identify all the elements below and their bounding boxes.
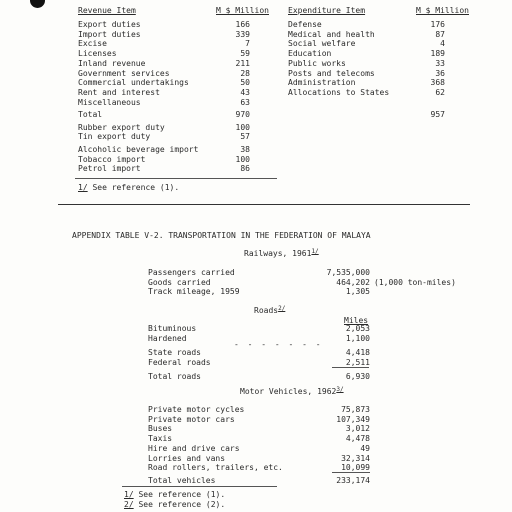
vehicle-row-label: Buses [148,424,173,434]
expenditure-row-label: Social welfare [288,39,356,49]
roads-dash-separator: ‐ ‐ ‐ ‐ ‐ ‐ ‐ [234,340,323,349]
railways-heading: Railways, $1961^{1/}$ [244,248,319,258]
railway-row-value: 7,535,000 [326,268,370,277]
revenue-extra-value: 100 [235,155,250,164]
revenue-col-header: Revenue Item [78,6,136,15]
revenue-row-label: Miscellaneous [78,97,141,107]
vehicle-row-label: Lorries and vans [148,453,226,463]
footnote-rule-bottom [122,486,277,487]
road-type-row-label: Federal roads [148,357,211,367]
road-type-row-label: State roads [148,348,201,357]
revenue-row-value: 59 [240,49,250,59]
revenue-amount-header: M $ Million [216,6,269,15]
vehicle-row-label: Private motor cars [148,414,235,424]
revenue-extra-value: 38 [240,145,250,154]
expenditure-row-label: Administration [288,78,356,88]
revenue-row-label: Licenses [78,49,117,59]
roads-total-rule [332,367,369,368]
railway-row-label: Goods carried [148,277,211,287]
revenue-row-value: 63 [240,97,250,107]
revenue-extra-label: Alcoholic beverage import [78,145,199,154]
vehicle-row-label: Taxis [148,434,173,444]
vehicle-row-label: Road rollers, trailers, etc. [148,463,283,473]
revenue-row-value: 28 [240,68,250,78]
roads-total-value: 6,930 [345,372,370,381]
vehicle-row-value: 75,873 [341,405,370,414]
roads-total-label: Total roads [148,372,201,381]
revenue-row-value: 7 [245,39,250,49]
vehicle-row-value: 32,314 [341,453,370,463]
page-separator [58,204,470,205]
vehicle-row-value: 10,099 [341,463,370,473]
revenue-row-label: Commercial undertakings [78,78,189,88]
revenue-extra-value: 57 [240,132,250,141]
revenue-row-label: Rent and interest [78,87,160,97]
revenue-row-value: 50 [240,78,250,88]
revenue-extra-label: Tin export duty [78,132,151,141]
revenue-row-value: 43 [240,87,250,97]
road-surface-row-value: 1,100 [345,333,370,343]
revenue-extra-label: Rubber export duty [78,123,165,132]
expenditure-row-label: Posts and telecoms [288,68,375,78]
expenditure-total-value: 957 [430,110,445,119]
footnote-bottom: 2/ See reference (2). [124,500,226,509]
vehicle-row-label: Private motor cycles [148,405,245,414]
footnote-top: 1/ See reference (1). [78,183,180,192]
road-type-row-value: 4,418 [345,348,370,357]
revenue-extra-value: 100 [235,123,250,132]
vehicles-heading: Motor Vehicles, $1962^{3/}$ [240,386,344,396]
expenditure-row-label: Defense [288,20,322,29]
expenditure-row-value: 176 [430,20,445,29]
railway-row-value: 464,202 [336,277,370,287]
expenditure-row-value: 87 [435,29,445,39]
revenue-extra-label: Tobacco import [78,155,146,164]
roads-miles-header: Miles [344,316,369,325]
expenditure-row-label: Medical and health [288,29,375,39]
vehicle-row-value: 3,012 [345,424,370,434]
road-surface-row-label: Bituminous [148,324,197,333]
expenditure-row-value: 62 [435,87,445,97]
vehicles-total-label: Total vehicles [148,476,216,485]
road-surface-row-value: 2,053 [345,324,370,333]
vehicle-row-label: Hire and drive cars [148,443,240,453]
expenditure-row-label: Allocations to States [288,87,390,97]
vehicles-total-value: 233,174 [336,476,370,485]
revenue-row-label: Import duties [78,29,141,39]
expenditure-row-label: Education [288,49,332,59]
expenditure-amount-header: M $ Million [416,6,469,15]
roads-heading: Roads$^{2/}$ [254,305,286,315]
revenue-extra-label: Petrol import [78,164,141,173]
footnote-bottom: 1/ See reference (1). [124,490,226,499]
appendix-title: APPENDIX TABLE V-2. TRANSPORTATION IN THE FEDERATION OF MALAYA [72,231,371,240]
revenue-extra-value: 86 [240,164,250,173]
railway-row-value: 1,305 [345,287,370,297]
expenditure-row-value: 189 [430,49,445,59]
expenditure-row-value: 4 [440,39,445,49]
expenditure-row-value: 36 [435,68,445,78]
railway-row-unit: (1,000 ton-miles) [374,277,456,287]
vehicle-row-value: 49 [360,443,370,453]
footnote-rule [75,178,277,179]
revenue-row-label: Inland revenue [78,58,146,68]
vehicles-total-rule [332,472,370,473]
revenue-row-label: Government services [78,68,170,78]
expenditure-row-value: 368 [430,78,445,88]
revenue-total-value: 970 [235,110,250,119]
road-surface-row-label: Hardened [148,333,187,343]
road-type-row-value: 2,511 [345,357,370,367]
expenditure-row-label: Public works [288,58,346,68]
revenue-row-value: 339 [235,29,250,39]
revenue-row-label: Excise [78,39,107,49]
vehicle-row-value: 4,478 [345,434,370,444]
expenditure-row-value: 33 [435,58,445,68]
vehicle-row-value: 107,349 [336,414,370,424]
railway-row-label: Track mileage, 1959 [148,287,240,297]
binder-hole [30,0,45,8]
railway-row-label: Passengers carried [148,268,235,277]
revenue-row-value: 166 [235,20,250,29]
revenue-total-label: Total [78,110,103,119]
revenue-row-value: 211 [235,58,250,68]
revenue-row-label: Export duties [78,20,141,29]
expenditure-col-header: Expenditure Item [288,6,366,15]
